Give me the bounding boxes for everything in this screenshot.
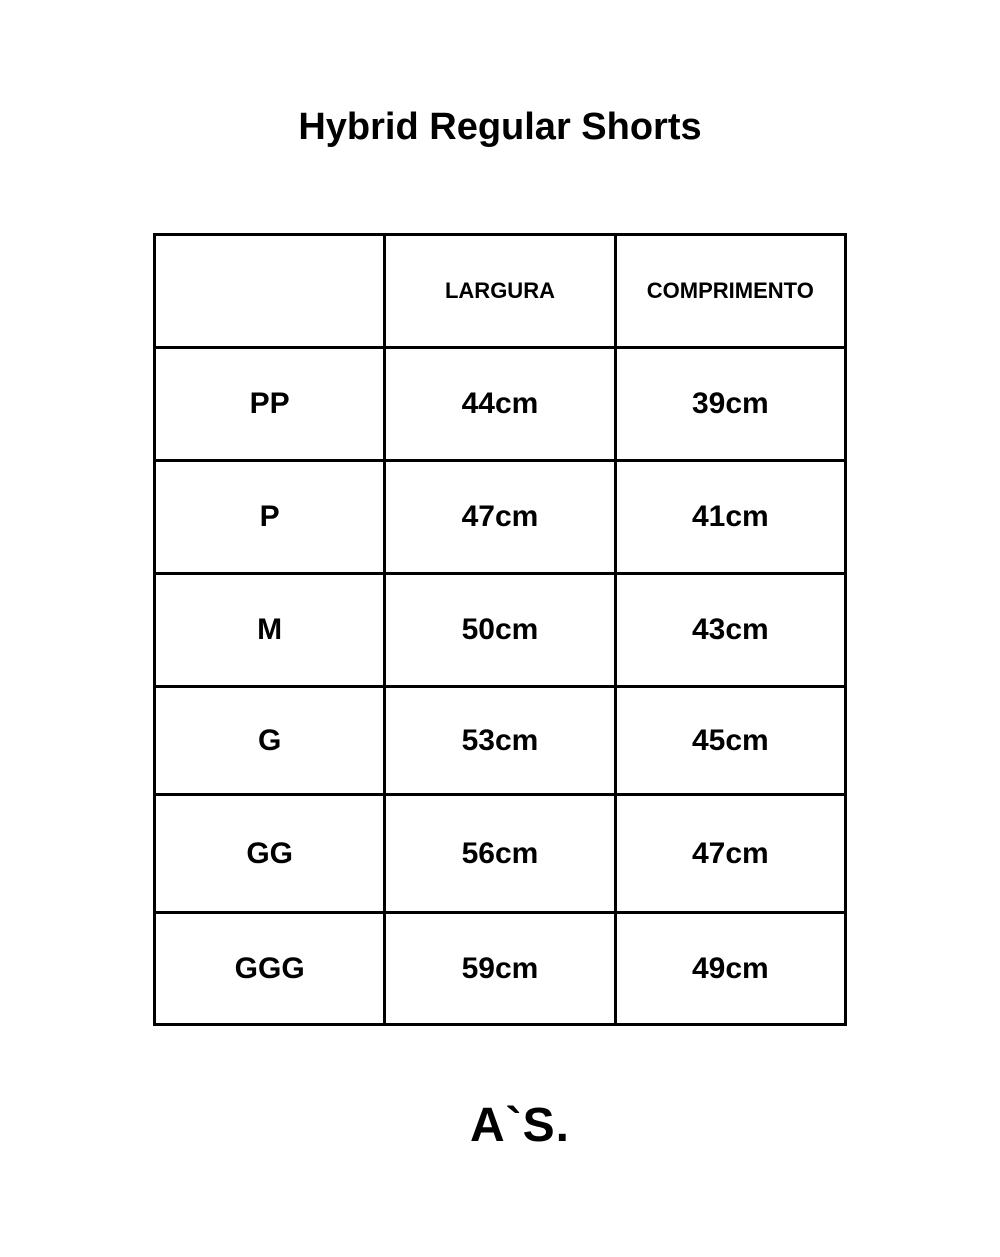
largura-cell: 50cm [385, 574, 615, 687]
header-size-column [155, 235, 385, 348]
size-cell: GG [155, 795, 385, 913]
largura-cell: 44cm [385, 348, 615, 461]
largura-cell: 56cm [385, 795, 615, 913]
header-comprimento: COMPRIMENTO [615, 235, 845, 348]
page-title: Hybrid Regular Shorts [298, 106, 702, 148]
comprimento-cell: 49cm [615, 913, 845, 1025]
table-row [155, 913, 846, 1025]
comprimento-cell: 47cm [615, 795, 845, 913]
largura-cell: 47cm [385, 461, 615, 574]
size-cell: GGG [155, 913, 385, 1025]
table-row [155, 574, 846, 687]
comprimento-cell: 39cm [615, 348, 845, 461]
comprimento-cell: 45cm [615, 687, 845, 795]
table-row [155, 461, 846, 574]
largura-cell: 59cm [385, 913, 615, 1025]
table-header-row [155, 235, 846, 348]
comprimento-cell: 41cm [615, 461, 845, 574]
largura-cell: 53cm [385, 687, 615, 795]
size-cell: M [155, 574, 385, 687]
table-row [155, 348, 846, 461]
size-cell: G [155, 687, 385, 795]
brand-logo-text: A`S. [470, 1099, 570, 1152]
size-cell: PP [155, 348, 385, 461]
header-largura: LARGURA [385, 235, 615, 348]
size-chart-table [153, 233, 847, 1026]
table-row [155, 795, 846, 913]
table-row [155, 687, 846, 795]
size-cell: P [155, 461, 385, 574]
comprimento-cell: 43cm [615, 574, 845, 687]
